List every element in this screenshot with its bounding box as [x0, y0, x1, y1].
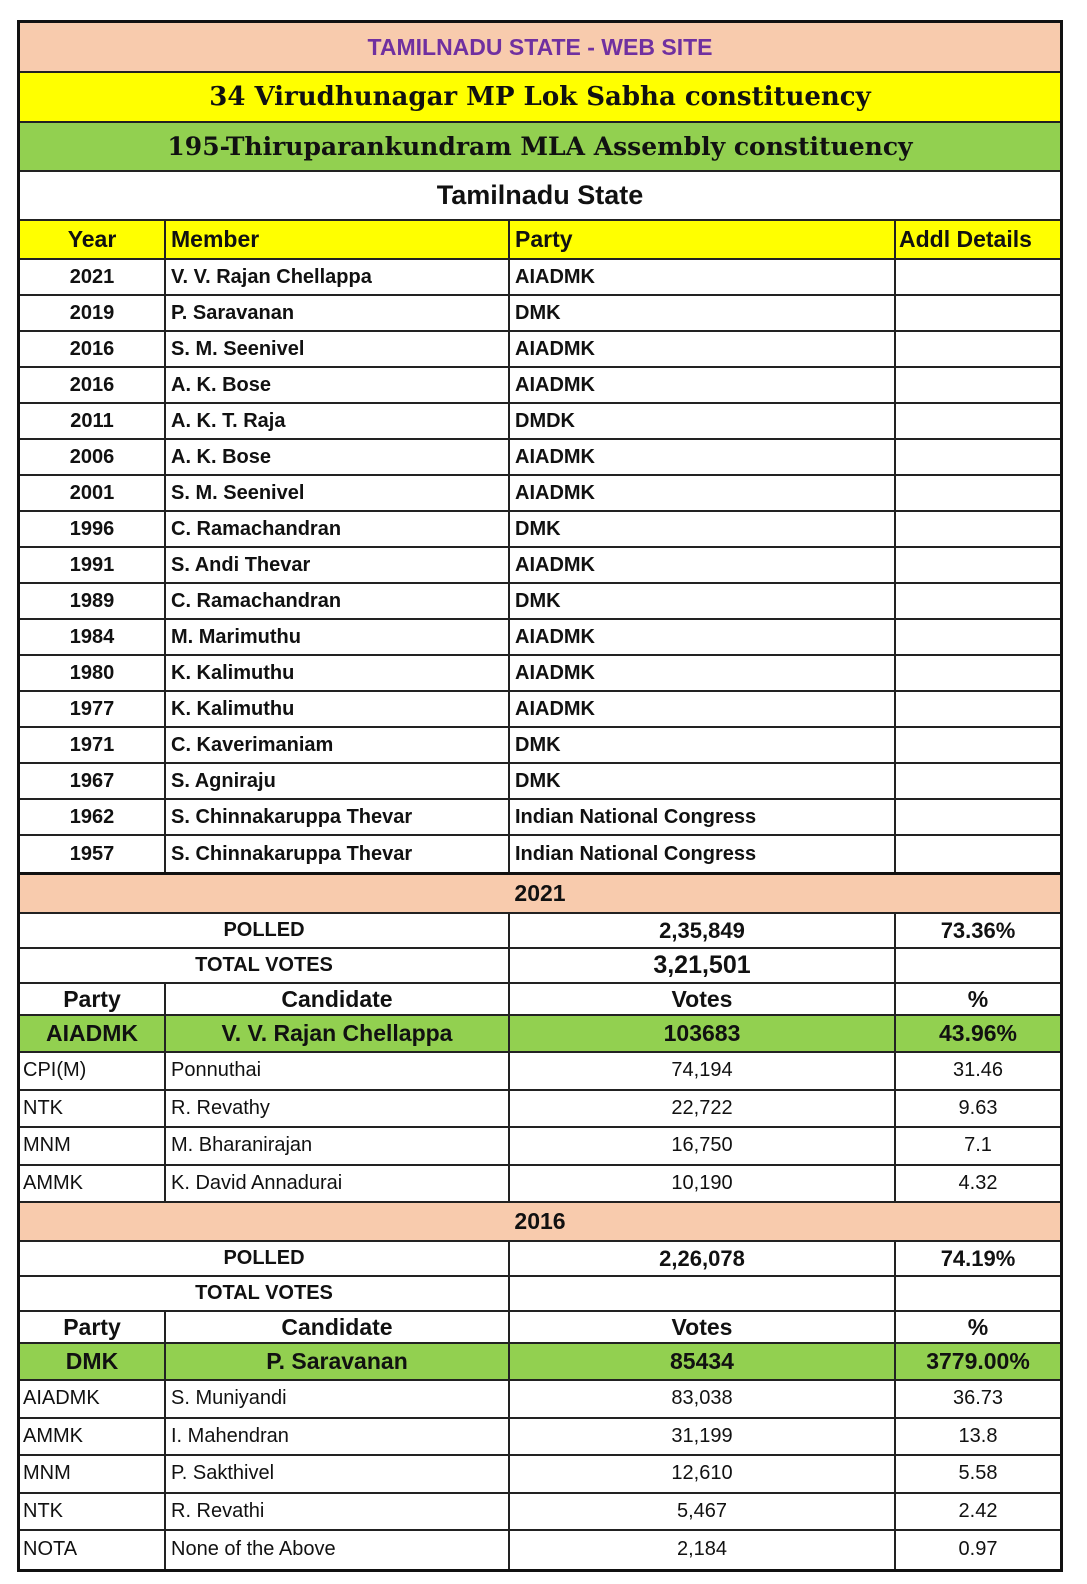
- col-header-year: Year: [20, 221, 166, 258]
- member-addl-details: [896, 800, 1060, 834]
- member-year: 1957: [20, 836, 166, 872]
- member-party: DMK: [510, 512, 896, 546]
- polled-label: POLLED: [20, 1242, 510, 1275]
- candidate-name: R. Revathy: [166, 1091, 510, 1127]
- member-name: C. Kaverimaniam: [166, 728, 510, 762]
- member-party: AIADMK: [510, 476, 896, 510]
- member-row: [20, 836, 1060, 872]
- results-header-row: [20, 1312, 1060, 1344]
- results-col-header-party: Party: [20, 984, 166, 1014]
- candidate-name: S. Muniyandi: [166, 1381, 510, 1417]
- candidate-row: [20, 1494, 1060, 1532]
- member-row: [20, 548, 1060, 584]
- member-year: 1984: [20, 620, 166, 654]
- member-addl-details: [896, 656, 1060, 690]
- member-party: AIADMK: [510, 548, 896, 582]
- candidate-votes: 5,467: [510, 1494, 896, 1530]
- member-addl-details: [896, 368, 1060, 402]
- total-votes-row: [20, 1277, 1060, 1312]
- candidate-name: P. Sakthivel: [166, 1456, 510, 1492]
- candidate-party: AMMK: [20, 1166, 166, 1202]
- member-party: AIADMK: [510, 620, 896, 654]
- polled-row: [20, 1242, 1060, 1277]
- member-year: 2019: [20, 296, 166, 330]
- candidate-row: [20, 1531, 1060, 1569]
- candidate-row: [20, 1381, 1060, 1419]
- member-party: AIADMK: [510, 368, 896, 402]
- candidate-party: MNM: [20, 1128, 166, 1164]
- member-name: C. Ramachandran: [166, 512, 510, 546]
- member-addl-details: [896, 440, 1060, 474]
- member-row: [20, 728, 1060, 764]
- member-addl-details: [896, 620, 1060, 654]
- candidate-party: MNM: [20, 1456, 166, 1492]
- member-addl-details: [896, 260, 1060, 294]
- candidate-votes: 10,190: [510, 1166, 896, 1202]
- state-row: [20, 172, 1060, 221]
- member-row: [20, 692, 1060, 728]
- member-name: A. K. Bose: [166, 440, 510, 474]
- winner-percent: 43.96%: [938, 1020, 1017, 1046]
- member-name: S. Agniraju: [166, 764, 510, 798]
- member-row: [20, 512, 1060, 548]
- member-row: [20, 800, 1060, 836]
- candidate-votes: 31,199: [510, 1419, 896, 1455]
- candidate-name: None of the Above: [166, 1531, 510, 1569]
- member-row: [20, 620, 1060, 656]
- candidate-party: NTK: [20, 1494, 166, 1530]
- polled-percent: 74.19%: [940, 1245, 1016, 1271]
- results-col-header-party: Party: [20, 1312, 166, 1342]
- member-party: DMK: [510, 296, 896, 330]
- member-party: DMDK: [510, 404, 896, 438]
- winner-candidate: P. Saravanan: [166, 1344, 510, 1379]
- member-addl-details: [896, 548, 1060, 582]
- member-name: A. K. Bose: [166, 368, 510, 402]
- polled-percent: 73.36%: [940, 917, 1016, 943]
- candidate-name: M. Bharanirajan: [166, 1128, 510, 1164]
- winner-votes: 103683: [510, 1016, 896, 1051]
- member-name: K. Kalimuthu: [166, 692, 510, 726]
- mp-constituency-row: [20, 73, 1060, 123]
- member-name: K. Kalimuthu: [166, 656, 510, 690]
- candidate-percent: 31.46: [952, 1059, 1004, 1082]
- site-title: TAMILNADU STATE - WEB SITE: [367, 33, 713, 60]
- members-header-row: [20, 221, 1060, 260]
- candidate-row: [20, 1166, 1060, 1204]
- member-year: 1971: [20, 728, 166, 762]
- member-party: DMK: [510, 728, 896, 762]
- col-header-member: Member: [166, 221, 510, 258]
- member-name: S. Chinnakaruppa Thevar: [166, 800, 510, 834]
- total-votes-label: TOTAL VOTES: [20, 1277, 510, 1310]
- mla-constituency-row: [20, 123, 1060, 172]
- result-year: 2021: [514, 880, 566, 906]
- member-year: 2016: [20, 368, 166, 402]
- member-row: [20, 656, 1060, 692]
- member-addl-details: [896, 332, 1060, 366]
- winner-party: AIADMK: [20, 1016, 166, 1051]
- candidate-percent: 0.97: [958, 1538, 998, 1561]
- candidate-percent: 13.8: [958, 1424, 998, 1447]
- candidate-name: K. David Annadurai: [166, 1166, 510, 1202]
- member-year: 1996: [20, 512, 166, 546]
- mla-constituency-title: 195-Thiruparankundram MLA Assembly constituency: [167, 132, 913, 161]
- candidate-percent: 2.42: [958, 1499, 998, 1522]
- results-col-header-votes: Votes: [510, 1312, 896, 1342]
- results-col-header-percent: %: [967, 1313, 989, 1340]
- member-addl-details: [896, 584, 1060, 618]
- candidate-party: NTK: [20, 1091, 166, 1127]
- member-party: Indian National Congress: [510, 800, 896, 834]
- results-col-header-votes: Votes: [510, 984, 896, 1014]
- member-addl-details: [896, 836, 1060, 872]
- candidate-party: NOTA: [20, 1531, 166, 1569]
- member-party: AIADMK: [510, 440, 896, 474]
- winner-row: [20, 1344, 1060, 1381]
- polled-label: POLLED: [20, 914, 510, 947]
- member-name: P. Saravanan: [166, 296, 510, 330]
- member-year: 1977: [20, 692, 166, 726]
- member-year: 2001: [20, 476, 166, 510]
- member-year: 1967: [20, 764, 166, 798]
- member-addl-details: [896, 728, 1060, 762]
- member-row: [20, 764, 1060, 800]
- member-party: DMK: [510, 764, 896, 798]
- candidate-party: CPI(M): [20, 1053, 166, 1089]
- member-year: 2021: [20, 260, 166, 294]
- candidate-name: Ponnuthai: [166, 1053, 510, 1089]
- candidate-row: [20, 1419, 1060, 1457]
- constituency-sheet: [17, 20, 1063, 1572]
- member-party: AIADMK: [510, 260, 896, 294]
- result-year-row: [20, 1203, 1060, 1242]
- mp-constituency-title: 34 Virudhunagar MP Lok Sabha constituency: [209, 82, 871, 112]
- member-addl-details: [896, 764, 1060, 798]
- candidate-row: [20, 1091, 1060, 1129]
- member-row: [20, 296, 1060, 332]
- candidate-name: I. Mahendran: [166, 1419, 510, 1455]
- candidate-votes: 22,722: [510, 1091, 896, 1127]
- member-row: [20, 584, 1060, 620]
- member-name: M. Marimuthu: [166, 620, 510, 654]
- candidate-row: [20, 1128, 1060, 1166]
- result-year-row: [20, 872, 1060, 914]
- total-votes-value: 3,21,501: [510, 949, 896, 982]
- candidate-name: R. Revathi: [166, 1494, 510, 1530]
- member-year: 1991: [20, 548, 166, 582]
- member-year: 1980: [20, 656, 166, 690]
- candidate-percent: 4.32: [958, 1171, 998, 1194]
- member-year: 2006: [20, 440, 166, 474]
- candidate-votes: 12,610: [510, 1456, 896, 1492]
- member-row: [20, 368, 1060, 404]
- candidate-row: [20, 1456, 1060, 1494]
- member-party: DMK: [510, 584, 896, 618]
- member-addl-details: [896, 296, 1060, 330]
- member-row: [20, 440, 1060, 476]
- member-party: AIADMK: [510, 332, 896, 366]
- candidate-votes: 83,038: [510, 1381, 896, 1417]
- member-year: 2011: [20, 404, 166, 438]
- polled-votes: 2,26,078: [510, 1242, 896, 1275]
- col-header-party: Party: [510, 221, 896, 258]
- member-year: 2016: [20, 332, 166, 366]
- winner-party: DMK: [20, 1344, 166, 1379]
- candidate-votes: 2,184: [510, 1531, 896, 1569]
- candidate-votes: 16,750: [510, 1128, 896, 1164]
- member-party: AIADMK: [510, 656, 896, 690]
- candidate-percent: 5.58: [958, 1462, 998, 1485]
- member-name: S. Andi Thevar: [166, 548, 510, 582]
- member-party: AIADMK: [510, 692, 896, 726]
- candidate-percent: 36.73: [952, 1387, 1004, 1410]
- winner-candidate: V. V. Rajan Chellappa: [166, 1016, 510, 1051]
- state-title: Tamilnadu State: [436, 180, 644, 210]
- member-name: A. K. T. Raja: [166, 404, 510, 438]
- member-row: [20, 260, 1060, 296]
- polled-row: [20, 914, 1060, 949]
- total-votes-value: [510, 1277, 896, 1310]
- member-row: [20, 332, 1060, 368]
- member-party: Indian National Congress: [510, 836, 896, 872]
- member-addl-details: [896, 692, 1060, 726]
- election-results: [20, 872, 1060, 1569]
- result-year: 2016: [514, 1208, 566, 1234]
- candidate-party: AMMK: [20, 1419, 166, 1455]
- total-votes-row: [20, 949, 1060, 984]
- member-name: C. Ramachandran: [166, 584, 510, 618]
- winner-row: [20, 1016, 1060, 1053]
- winner-votes: 85434: [510, 1344, 896, 1379]
- member-row: [20, 404, 1060, 440]
- candidate-percent: 7.1: [964, 1134, 992, 1157]
- candidate-party: AIADMK: [20, 1381, 166, 1417]
- member-addl-details: [896, 404, 1060, 438]
- member-year: 1989: [20, 584, 166, 618]
- member-name: S. M. Seenivel: [166, 332, 510, 366]
- candidate-row: [20, 1053, 1060, 1091]
- member-row: [20, 476, 1060, 512]
- results-col-header-percent: %: [967, 985, 989, 1012]
- site-title-row: [20, 23, 1060, 73]
- member-name: S. M. Seenivel: [166, 476, 510, 510]
- results-col-header-candidate: Candidate: [166, 1312, 510, 1342]
- member-addl-details: [896, 512, 1060, 546]
- col-header-addl-details: Addl Details: [899, 226, 1032, 252]
- candidate-percent: 9.63: [958, 1096, 998, 1119]
- results-header-row: [20, 984, 1060, 1016]
- member-name: V. V. Rajan Chellappa: [166, 260, 510, 294]
- member-year: 1962: [20, 800, 166, 834]
- member-addl-details: [896, 476, 1060, 510]
- total-votes-label: TOTAL VOTES: [20, 949, 510, 982]
- candidate-votes: 74,194: [510, 1053, 896, 1089]
- member-name: S. Chinnakaruppa Thevar: [166, 836, 510, 872]
- total-votes-extra: [896, 949, 1060, 982]
- results-col-header-candidate: Candidate: [166, 984, 510, 1014]
- total-votes-extra: [896, 1277, 1060, 1310]
- winner-percent: 3779.00%: [926, 1348, 1030, 1374]
- members-table-body: [20, 260, 1060, 872]
- polled-votes: 2,35,849: [510, 914, 896, 947]
